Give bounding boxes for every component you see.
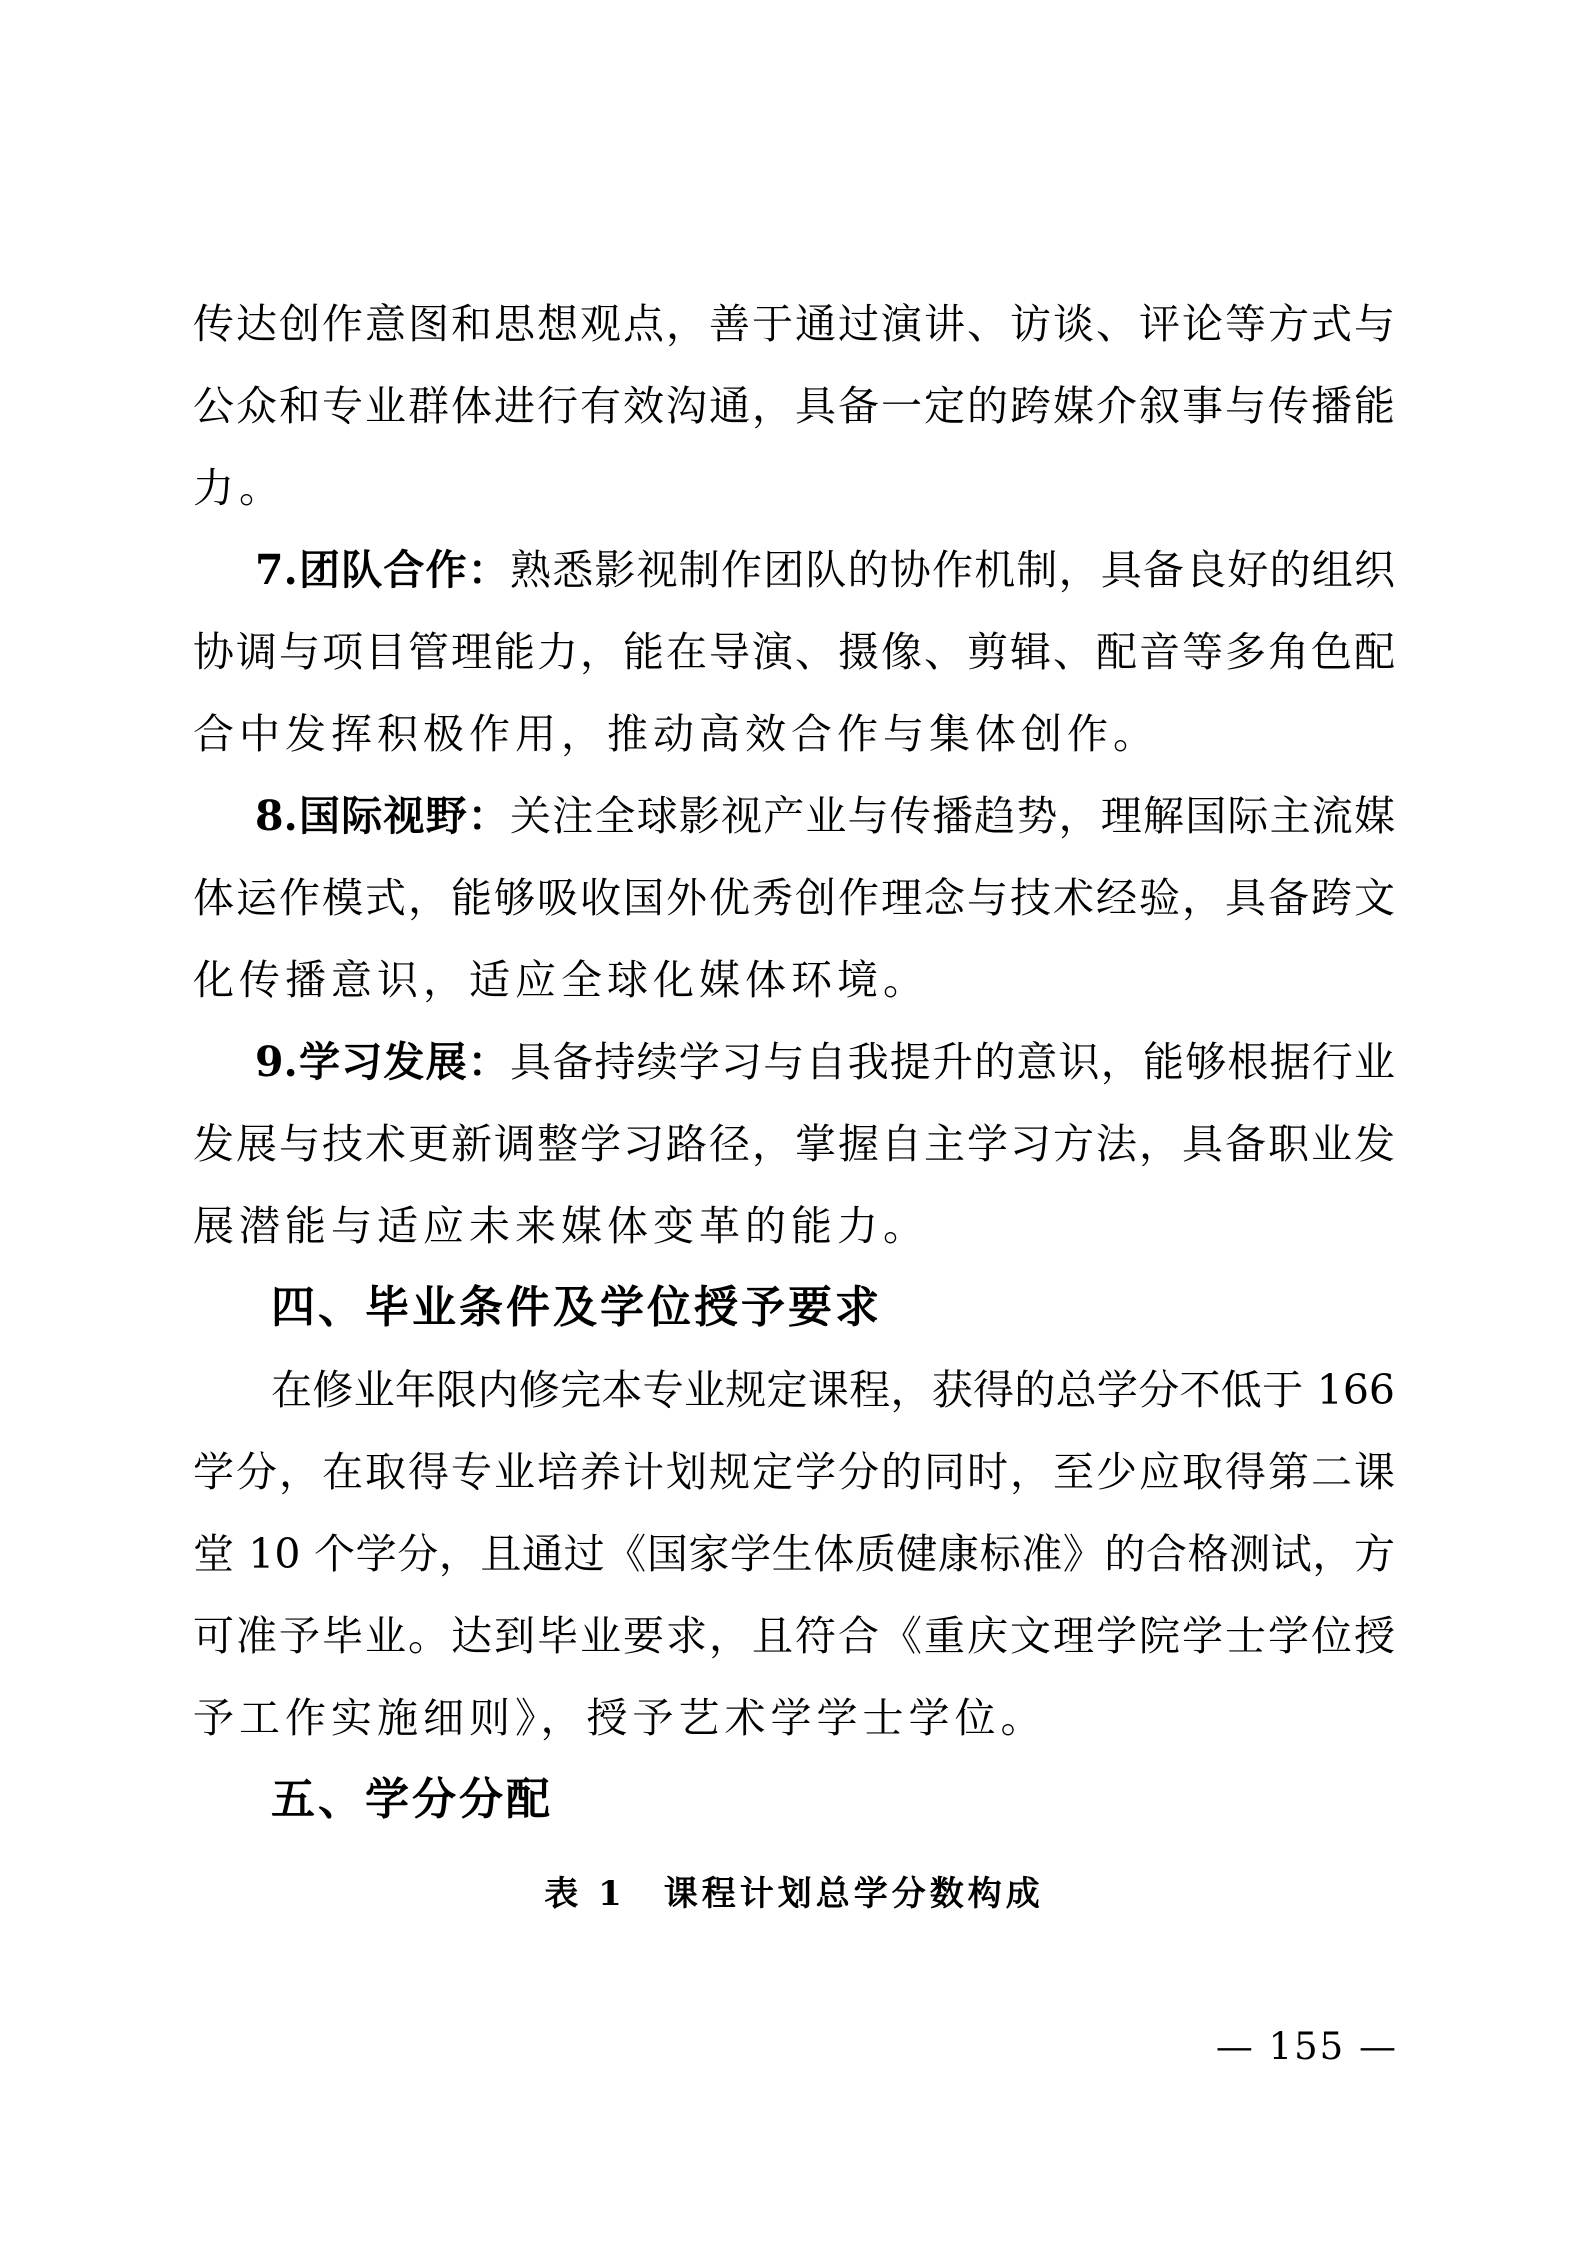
text-line: 9.学习发展：具备持续学习与自我提升的意识，能够根据行业 — [255, 1038, 1395, 1086]
section-heading: 四、毕业条件及学位授予要求 — [271, 1282, 882, 1333]
text-line: 8.国际视野：关注全球影视产业与传播趋势，理解国际主流媒 — [255, 792, 1395, 840]
section-heading: 五、学分分配 — [271, 1774, 553, 1825]
text-line: 予工作实施细则》，授予艺术学学士学位。 — [193, 1694, 1047, 1742]
text-line: 力。 — [193, 464, 285, 512]
document-body — [193, 283, 1395, 1935]
text-line: 传达创作意图和思想观点，善于通过演讲、访谈、评论等方式与 — [193, 300, 1395, 348]
text-line: 化传播意识，适应全球化媒体环境。 — [193, 956, 929, 1004]
text-line: 堂 10 个学分，且通过《国家学生体质健康标准》的合格测试，方 — [193, 1530, 1395, 1578]
text-line: 在修业年限内修完本专业规定课程，获得的总学分不低于 166 — [271, 1366, 1395, 1414]
text-line: 合中发挥积极作用，推动高效合作与集体创作。 — [193, 710, 1159, 758]
paragraph-lead-label: 9.学习发展： — [255, 1038, 510, 1086]
text-line: 7.团队合作：熟悉影视制作团队的协作机制，具备良好的组织 — [255, 546, 1395, 594]
text-line: 可准予毕业。达到毕业要求，且符合《重庆文理学院学士学位授 — [193, 1612, 1395, 1660]
text-line: 协调与项目管理能力，能在导演、摄像、剪辑、配音等多角色配 — [193, 628, 1395, 676]
text-line: 公众和专业群体进行有效沟通，具备一定的跨媒介叙事与传播能 — [193, 382, 1395, 430]
table-caption: 表 1 课程计划总学分数构成 — [544, 1874, 1044, 1914]
paragraph-lead-label: 7.团队合作： — [255, 546, 510, 594]
text-line: 体运作模式，能够吸收国外优秀创作理念与技术经验，具备跨文 — [193, 874, 1395, 922]
paragraph-lead-label: 8.国际视野： — [255, 792, 510, 840]
text-line: 发展与技术更新调整学习路径，掌握自主学习方法，具备职业发 — [193, 1120, 1395, 1168]
text-line: 展潜能与适应未来媒体变革的能力。 — [193, 1202, 929, 1250]
page-number: — 155 — — [1215, 2025, 1398, 2068]
text-line: 学分，在取得专业培养计划规定学分的同时，至少应取得第二课 — [193, 1448, 1395, 1496]
